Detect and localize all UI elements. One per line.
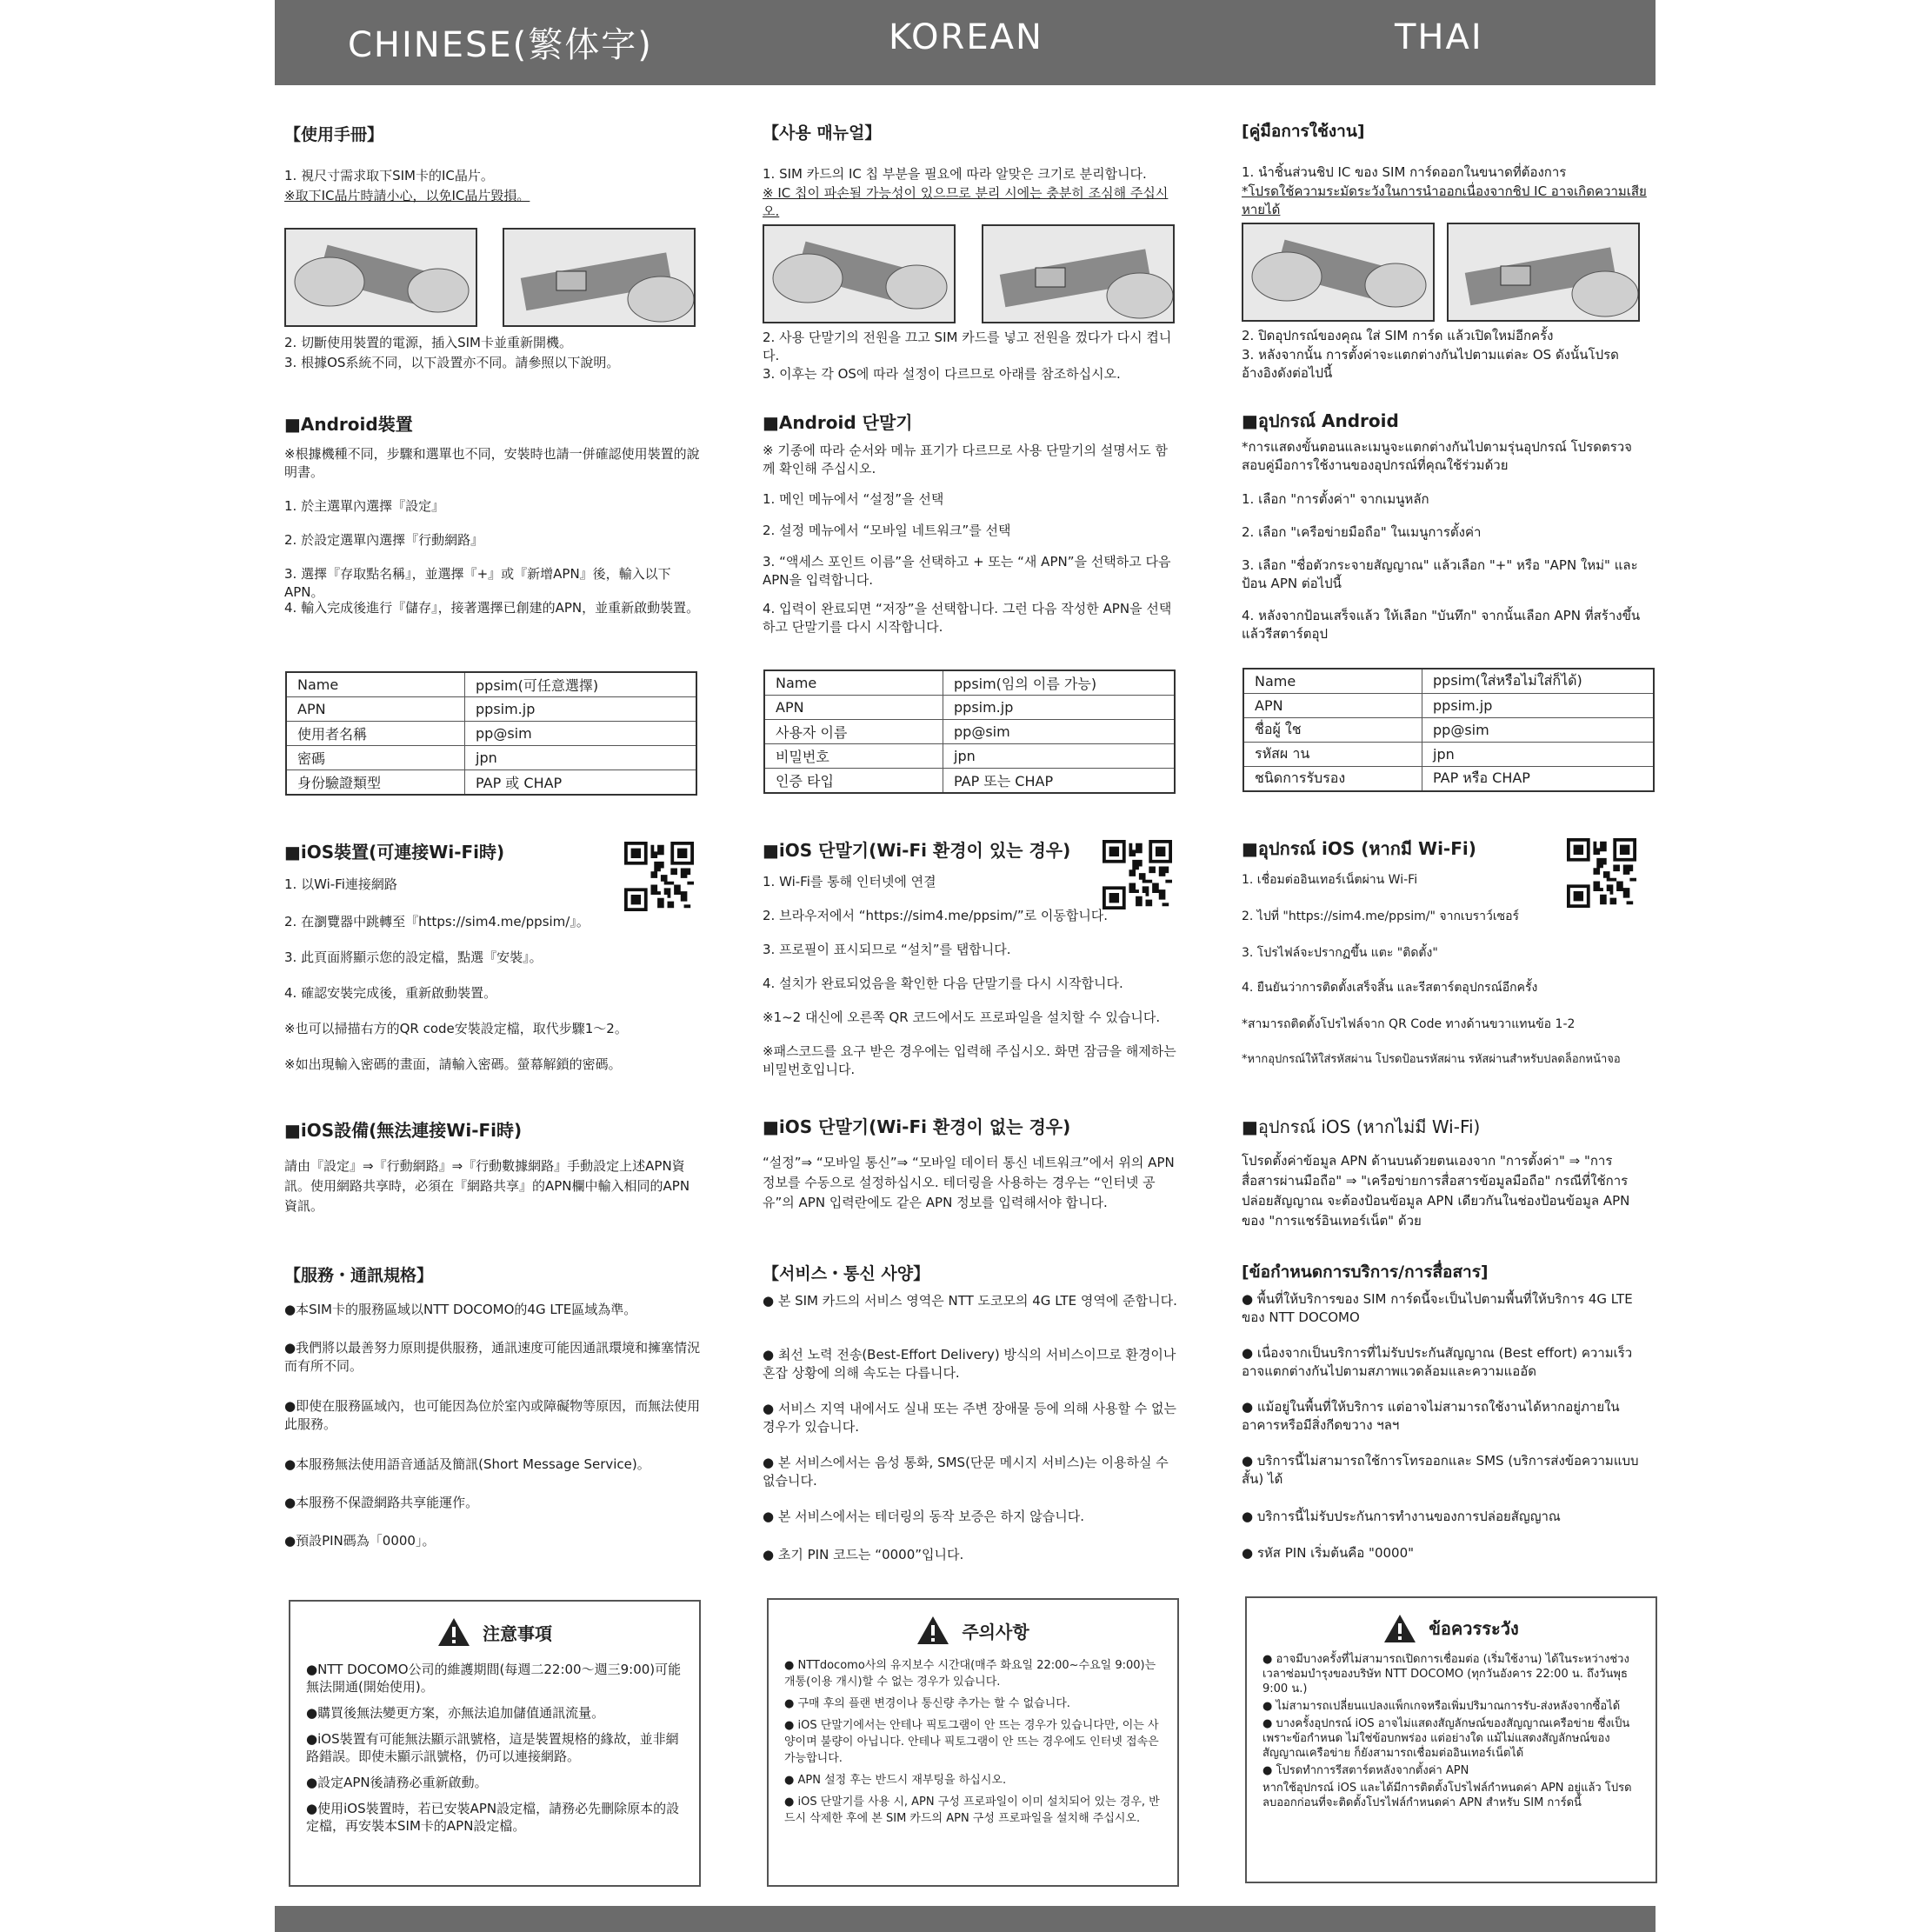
table-cell: 인증 타입	[764, 769, 943, 794]
zh-service-5: ●本服務不保證網路共享能運作。	[284, 1495, 479, 1510]
table-cell: ppsim.jp	[943, 696, 1176, 720]
th-manual-title: [คู่มือการใช้งาน]	[1242, 122, 1365, 141]
table-row	[764, 744, 1175, 769]
table-cell: PAP หรือ CHAP	[1422, 767, 1655, 792]
th-step1-note: *โปรดใช้ความระมัดระวังในการนำออกเนื่องจากชิป IC อาจเกิดความเสียหายได้	[1242, 183, 1647, 217]
zh-qr-code[interactable]	[624, 842, 694, 911]
table-row	[764, 720, 1175, 744]
th-notice-4: ● โปรดทำการรีสตาร์ตหลังจากตั้งค่า APN	[1262, 1764, 1469, 1777]
warning-icon	[1383, 1614, 1416, 1643]
table-row	[1243, 718, 1654, 743]
banner-thai: THAI	[1395, 17, 1483, 57]
th-notice-header	[1247, 1614, 1656, 1643]
table-cell: pp@sim	[943, 720, 1176, 744]
table-cell: pp@sim	[1422, 718, 1655, 743]
table-cell: jpn	[1422, 743, 1655, 767]
ko-step1: 1. SIM 카드의 IC 칩 부분을 필요에 따라 알맞은 크기로 분리합니다.	[763, 166, 1147, 182]
table-cell: ppsim.jp	[1422, 694, 1655, 718]
ko-service-2: ● 최선 노력 전송(Best-Effort Delivery) 방식의 서비스이므로 환경이나 혼잡 상황에 의해 속도는 다릅니다.	[763, 1347, 1176, 1381]
table-cell: jpn	[465, 746, 697, 770]
ko-manual-title: 【사용 매뉴얼】	[763, 123, 882, 143]
table-row	[286, 697, 696, 722]
ko-ios-step2: 2. 브라우저에서 “https://sim4.me/ppsim/”로 이동합니다.	[763, 908, 1109, 923]
ko-notice-5: ● iOS 단말기를 사용 시, APN 구성 프로파일이 이미 설치되어 있는 경우, 반드시 삭제한 후에 본 SIM 카드의 APN 구성 프로파일을 설치해 주십시오.	[784, 1795, 1160, 1825]
table-cell: APN	[764, 696, 943, 720]
table-cell: รหัสผ าน	[1243, 743, 1422, 767]
zh-step1: 1. 視尺寸需求取下SIM卡的IC晶片。	[284, 168, 494, 183]
zh-sim-photo-1	[284, 228, 477, 327]
ko-ios-nowifi-title: ■iOS 단말기(Wi-Fi 환경이 없는 경우)	[763, 1116, 1071, 1137]
zh-notice-5: ●使用iOS裝置時，若已安裝APN設定檔，請務必先刪除原本的設定檔，再安裝本SIM卡的APN設定檔。	[306, 1801, 680, 1834]
th-notice-title: ข้อควรระวัง	[1429, 1618, 1519, 1639]
ko-notice-box	[767, 1598, 1179, 1887]
table-row	[1243, 694, 1654, 718]
table-cell: pp@sim	[465, 722, 697, 746]
th-android-step2: 2. เลือก "เครือข่ายมือถือ" ในเมนูการตั้งค่า	[1242, 524, 1482, 540]
zh-apn-table	[285, 671, 697, 796]
th-ios-step3: 3. โปรไฟล์จะปรากฏขึ้น แตะ "ติดตั้ง"	[1242, 946, 1438, 960]
zh-notice-2: ●購買後無法變更方案，亦無法追加儲值通訊流量。	[306, 1705, 605, 1721]
zh-sim-photo-2	[503, 228, 696, 327]
table-cell: 使用者名稱	[286, 722, 465, 746]
zh-step1-note: ※取下IC晶片時請小心，以免IC晶片毀損。	[284, 188, 530, 203]
zh-ios-step1: 1. 以Wi-Fi連接網路	[284, 876, 397, 892]
zh-ios-step3: 3. 此頁面將顯示您的設定檔，點選『安裝』。	[284, 949, 543, 965]
ko-notice-3: ● iOS 단말기에서는 안테나 픽토그램이 안 뜨는 경우가 있습니다만, 이는 사양이며 불량이 아닙니다. 안테나 픽토그램이 안 뜨는 경우에도 인터넷 접속은 가능합니다.	[784, 1719, 1159, 1765]
zh-ios-nowifi-text: 請由『設定』⇒『行動網路』⇒『行動數據網路』手動設定上述APN資訊。使用網路共享時，必須在『網路共享』的APN欄中輸入相同的APN資訊。	[284, 1158, 690, 1214]
table-cell: ชนิดการรับรอง	[1243, 767, 1422, 792]
table-cell: ppsim(임의 이름 가능)	[943, 670, 1176, 696]
th-ios-step2: 2. ไปที่ "https://sim4.me/ppsim/" จากเบราว์เซอร์	[1242, 909, 1520, 923]
zh-ios-wifi-title: ■iOS裝置(可連接Wi-Fi時)	[284, 842, 505, 863]
table-cell: Name	[1243, 669, 1422, 694]
th-step3: 3. หลังจากนั้น การตั้งค่าจะแตกต่างกันไปตามแต่ละ OS ดังนั้นโปรดอ้างอิงดังต่อไปนี้	[1242, 347, 1619, 381]
zh-ios-step2: 2. 在瀏覽器中跳轉至『https://sim4.me/ppsim/』。	[284, 914, 590, 929]
table-row	[764, 696, 1175, 720]
zh-notice-box	[289, 1600, 701, 1887]
ko-android-step4: 4. 입력이 완료되면 “저장”을 선택합니다. 그런 다음 작성한 APN을 선택하고 단말기를 다시 시작합니다.	[763, 601, 1172, 635]
ko-notice-4: ● APN 설정 후는 반드시 재부팅을 하십시오.	[784, 1774, 1007, 1787]
th-ios-step4: 4. ยืนยันว่าการติดตั้งเสร็จสิ้น และรีสตาร์ตอุปกรณ์อีกครั้ง	[1242, 981, 1538, 995]
zh-notice-header	[290, 1617, 699, 1647]
banner-korean: KOREAN	[889, 17, 1043, 57]
table-cell: PAP 또는 CHAP	[943, 769, 1176, 794]
ko-sim-photo-1	[763, 224, 956, 323]
banner-chinese: CHINESE(繁体字)	[348, 25, 653, 65]
table-cell: Name	[764, 670, 943, 696]
ko-ios-nowifi-text: “설정”⇒ “모바일 통신”⇒ “모바일 데이터 통신 네트워크”에서 위의 APN 정보를 수동으로 설정하십시오. 테더링을 사용하는 경우는 “인터넷 공유”의 APN 입력란에도 같은 APN 정보를 입력해서야 합니다.	[763, 1155, 1175, 1210]
ko-service-1: ● 본 SIM 카드의 서비스 영역은 NTT 도코모의 4G LTE 영역에 준합니다.	[763, 1293, 1177, 1309]
ko-step1-note: ※ IC 칩이 파손될 가능성이 있으므로 분리 시에는 충분히 조심해 주십시오.	[763, 185, 1169, 219]
table-cell: APN	[1243, 694, 1422, 718]
th-android-step1: 1. เลือก "การตั้งค่า" จากเมนูหลัก	[1242, 491, 1429, 507]
ko-ios-step3: 3. 프로필이 표시되므로 “설치”를 탭합니다.	[763, 942, 1011, 957]
th-qr-code[interactable]	[1567, 838, 1636, 908]
ko-notice-2: ● 구매 후의 플랜 변경이나 통신량 추가는 할 수 없습니다.	[784, 1697, 1070, 1710]
table-cell: ppsim(可任意選擇)	[465, 672, 697, 697]
table-cell: 身份驗證類型	[286, 770, 465, 796]
th-service-title: [ข้อกำหนดการบริการ/การสื่อสาร]	[1242, 1262, 1489, 1282]
table-row	[1243, 669, 1654, 694]
zh-step2: 2. 切斷使用裝置的電源，插入SIM卡並重新開機。	[284, 335, 572, 350]
th-service-3: ● แม้อยู่ในพื้นที่ให้บริการ แต่อาจไม่สามารถใช้งานได้หากอยู่ภายในอาคารหรือมีสิ่งกีดขวาง ฯลฯ	[1242, 1399, 1620, 1433]
ko-service-title: 【서비스・통신 사양】	[763, 1264, 930, 1283]
table-cell: ชื่อผู้ ใช	[1243, 718, 1422, 743]
zh-service-2: ●我們將以最善努力原則提供服務，通訊速度可能因通訊環境和擁塞情況而有所不同。	[284, 1340, 701, 1374]
th-step1: 1. นำชิ้นส่วนชิป IC ของ SIM การ์ดออกในขนาดที่ต้องการ	[1242, 164, 1567, 180]
th-ios-nowifi-title: ■อุปกรณ์ iOS (หากไม่มี Wi-Fi)	[1242, 1116, 1481, 1137]
th-ios-step1: 1. เชื่อมต่ออินเทอร์เน็ตผ่าน Wi-Fi	[1242, 873, 1418, 887]
ko-notice-title: 주의사항	[962, 1621, 1029, 1642]
th-step2: 2. ปิดอุปกรณ์ของคุณ ใส่ SIM การ์ด แล้วเปิดใหม่อีกครั้ง	[1242, 328, 1554, 343]
table-cell: 비밀번호	[764, 744, 943, 769]
ko-notice-1: ● NTTdocomo사의 유지보수 시간대(매주 화요일 22:00~수요일 9:00)는 개통(이용 개시)할 수 없는 경우가 있습니다.	[784, 1659, 1156, 1689]
th-apn-table	[1242, 668, 1655, 792]
zh-service-4: ●本服務無法使用語音通話及簡訊(Short Message Service)。	[284, 1456, 650, 1472]
th-android-step3: 3. เลือก "ชื่อตัวกระจายสัญญาณ" แล้วเลือก "+" หรือ "APN ใหม่" และป้อน APN ต่อไปนี้	[1242, 557, 1638, 591]
zh-service-title: 【服務・通訊規格】	[284, 1266, 434, 1285]
ko-service-5: ● 본 서비스에서는 테더링의 동작 보증은 하지 않습니다.	[763, 1509, 1085, 1524]
zh-step3: 3. 根據OS系統不同，以下設置亦不同。請參照以下說明。	[284, 355, 620, 370]
warning-icon	[916, 1616, 949, 1645]
ko-service-3: ● 서비스 지역 내에서도 실내 또는 주변 장애물 등에 의해 사용할 수 없는 경우가 있습니다.	[763, 1401, 1177, 1435]
zh-manual-title: 【使用手冊】	[284, 125, 384, 144]
table-cell: ppsim(ใส่หรือไม่ใส่ก็ได้)	[1422, 669, 1655, 694]
ko-ios-step1: 1. Wi-Fi를 통해 인터넷에 연결	[763, 874, 936, 889]
table-row	[764, 670, 1175, 696]
language-banner	[275, 0, 1656, 85]
table-row	[1243, 767, 1654, 792]
ko-ios-note2: ※패스코드를 요구 받은 경우에는 입력해 주십시오. 화면 잠금을 해제하는 비밀번호입니다.	[763, 1043, 1176, 1077]
ko-ios-step4: 4. 설치가 완료되었음을 확인한 다음 단말기를 다시 시작합니다.	[763, 976, 1123, 991]
zh-notice-title: 注意事項	[483, 1622, 552, 1644]
ko-step3: 3. 이후는 각 OS에 따라 설정이 다르므로 아래를 참조하십시오.	[763, 366, 1121, 382]
th-ios-nowifi-text: โปรดตั้งค่าข้อมูล APN ด้านบนด้วยตนเองจาก "การตั้งค่า" ⇒ "การสื่อสารผ่านมือถือ" ⇒ "เครือข่ายการสื่อสารข้อมูลมือถือ" กรณีที่ใช้การปล่อยสัญญาณ จะต้องป้อนข้อมูล APN เดียวกันในช่องป้อนข้อมูล APN ของ "การแชร์อินเทอร์เน็ต" ด้วย	[1242, 1153, 1630, 1229]
th-notice-box	[1245, 1596, 1657, 1883]
zh-ios-note1: ※也可以掃描右方的QR code安裝設定檔，取代步驟1～2。	[284, 1021, 628, 1036]
th-sim-photo-1	[1242, 223, 1435, 322]
table-row	[286, 770, 696, 796]
ko-sim-photo-2	[982, 224, 1175, 323]
table-row	[286, 722, 696, 746]
th-notice-1: ● อาจมีบางครั้งที่ไม่สามารถเปิดการเชื่อมต่อ (เริ่มใช้งาน) ได้ในระหว่างช่วงเวลาซ่อมบำรุงของบริษัท NTT DOCOMO (ทุกวันอังคาร 22:00 น. ถึงวันพุธ 9:00 น.)	[1262, 1653, 1629, 1695]
zh-ios-step4: 4. 確認安裝完成後，重新啟動裝置。	[284, 985, 497, 1001]
ko-service-4: ● 본 서비스에서는 음성 통화, SMS(단문 메시지 서비스)는 이용하실 수 없습니다.	[763, 1455, 1169, 1489]
table-cell: jpn	[943, 744, 1176, 769]
th-service-2: ● เนื่องจากเป็นบริการที่ไม่รับประกันสัญญาณ (Best effort) ความเร็วอาจแตกต่างกันไปตามสภาพแวดล้อมและความแออัด	[1242, 1345, 1633, 1379]
table-row	[286, 672, 696, 697]
th-notice-3: ● บางครั้งอุปกรณ์ iOS อาจไม่แสดงสัญลักษณ์ของสัญญาณเครือข่าย ซึ่งเป็นเพราะข้อกำหนด ไม่ใช่ข้อบกพร่อง แต่อย่างใด แม้ไม่แสดงสัญลักษณ์ของสัญญาณเครือข่าย ก็ยังสามารถเชื่อมต่ออินเทอร์เน็ตได้	[1262, 1717, 1630, 1760]
ko-step2: 2. 사용 단말기의 전원을 끄고 SIM 카드를 넣고 전원을 껐다가 다시 켭니다.	[763, 330, 1172, 363]
ko-qr-code[interactable]	[1103, 840, 1172, 909]
zh-notice-4: ●設定APN後請務必重新啟動。	[306, 1775, 488, 1790]
th-notice-2: ● ไม่สามารถเปลี่ยนแปลงแพ็กเกจหรือเพิ่มปริมาณการรับ-ส่งหลังจากซื้อได้	[1262, 1700, 1621, 1713]
table-cell: APN	[286, 697, 465, 722]
zh-notice-1: ●NTT DOCOMO公司的維護期間(每週二22:00～週三9:00)可能無法開通(開始使用)。	[306, 1662, 682, 1695]
zh-service-1: ●本SIM卡的服務區域以NTT DOCOMO的4G LTE區域為準。	[284, 1302, 637, 1317]
table-row	[1243, 743, 1654, 767]
zh-ios-nowifi-title: ■iOS設備(無法連接Wi-Fi時)	[284, 1120, 523, 1141]
ko-android-note: ※ 기종에 따라 순서와 메뉴 표기가 다르므로 사용 단말기의 설명서도 함께 확인해 주십시오.	[763, 443, 1168, 476]
warning-icon	[437, 1617, 470, 1647]
zh-android-step3: 3. 選擇『存取點名稱』，並選擇『+』或『新增APN』後，輸入以下APN。	[284, 566, 671, 600]
zh-service-6: ●預設PIN碼為「0000」。	[284, 1533, 436, 1549]
table-row	[286, 746, 696, 770]
zh-service-3: ●即使在服務區域內，也可能因為位於室內或障礙物等原因，而無法使用此服務。	[284, 1398, 701, 1432]
th-notice-5: หากใช้อุปกรณ์ iOS และได้มีการติดตั้งโปรไฟล์กำหนดค่า APN อยู่แล้ว โปรดลบออกก่อนที่จะติดตั้งโปรไฟล์กำหนดค่า APN สำหรับ SIM การ์ดนี้	[1262, 1782, 1632, 1809]
th-sim-photo-2	[1447, 223, 1640, 322]
ko-android-step3: 3. “액세스 포인트 이름”을 선택하고 + 또는 “새 APN”을 선택하고 다음 APN을 입력합니다.	[763, 554, 1171, 588]
zh-android-step4: 4. 輸入完成後進行『儲存』，接著選擇已創建的APN，並重新啟動裝置。	[284, 600, 700, 616]
table-row	[764, 769, 1175, 794]
bottom-band	[275, 1906, 1656, 1932]
zh-notice-3: ●iOS裝置有可能無法顯示訊號格，這是裝置規格的緣故，並非網路錯誤。即使未顯示訊號格，仍可以連接網路。	[306, 1731, 679, 1764]
ko-android-step1: 1. 메인 메뉴에서 “설정”을 선택	[763, 491, 944, 507]
table-cell: Name	[286, 672, 465, 697]
th-ios-note1: *สามารถติดตั้งโปรไฟล์จาก QR Code ทางด้านขวาแทนข้อ 1-2	[1242, 1017, 1576, 1031]
table-cell: PAP 或 CHAP	[465, 770, 697, 796]
th-ios-note2: *หากอุปกรณ์ให้ใส่รหัสผ่าน โปรดป้อนรหัสผ่าน รหัสผ่านสำหรับปลดล็อกหน้าจอ	[1242, 1053, 1621, 1066]
ko-android-step2: 2. 설정 메뉴에서 “모바일 네트워크”를 선택	[763, 523, 1011, 538]
ko-ios-note1: ※1~2 대신에 오른쪽 QR 코드에서도 프로파일을 설치할 수 있습니다.	[763, 1009, 1161, 1025]
th-android-note: *การแสดงขั้นตอนและเมนูจะแตกต่างกันไปตามรุ่นอุปกรณ์ โปรดตรวจสอบคู่มือการใช้งานของอุปกรณ์ที่คุณใช้ร่วมด้วย	[1242, 439, 1632, 473]
ko-android-title: ■Android 단말기	[763, 412, 913, 433]
zh-android-step1: 1. 於主選單內選擇『設定』	[284, 498, 445, 514]
th-service-6: ● รหัส PIN เริ่มต้นคือ "0000"	[1242, 1545, 1415, 1561]
th-service-5: ● บริการนี้ไม่รับประกันการทำงานของการปล่อยสัญญาณ	[1242, 1509, 1561, 1524]
ko-notice-header	[769, 1616, 1177, 1645]
ko-ios-wifi-title: ■iOS 단말기(Wi-Fi 환경이 있는 경우)	[763, 840, 1071, 861]
th-service-1: ● พื้นที่ให้บริการของ SIM การ์ดนี้จะเป็นไปตามพื้นที่ให้บริการ 4G LTE ของ NTT DOCOMO	[1242, 1291, 1633, 1325]
ko-apn-table	[763, 670, 1176, 794]
table-cell: 사용자 이름	[764, 720, 943, 744]
table-cell: ppsim.jp	[465, 697, 697, 722]
th-service-4: ● บริการนี้ไม่สามารถใช้การโทรออกและ SMS (บริการส่งข้อความแบบสั้น) ได้	[1242, 1453, 1639, 1487]
zh-android-title: ■Android裝置	[284, 414, 413, 435]
ko-service-6: ● 초기 PIN 코드는 “0000”입니다.	[763, 1547, 964, 1562]
th-android-step4: 4. หลังจากป้อนเสร็จแล้ว ให้เลือก "บันทึก" จากนั้นเลือก APN ที่สร้างขึ้น แล้วรีสตาร์ตอุป	[1242, 608, 1641, 642]
zh-ios-note2: ※如出現輸入密碼的畫面，請輸入密碼。螢幕解鎖的密碼。	[284, 1056, 622, 1072]
th-ios-wifi-title: ■อุปกรณ์ iOS (หากมี Wi-Fi)	[1242, 838, 1476, 859]
zh-android-note: ※根據機種不同，步驟和選單也不同，安裝時也請一併確認使用裝置的說明書。	[284, 446, 700, 480]
th-android-title: ■อุปกรณ์ Android	[1242, 410, 1399, 431]
table-cell: 密碼	[286, 746, 465, 770]
zh-android-step2: 2. 於設定選單內選擇『行動網路』	[284, 532, 484, 548]
